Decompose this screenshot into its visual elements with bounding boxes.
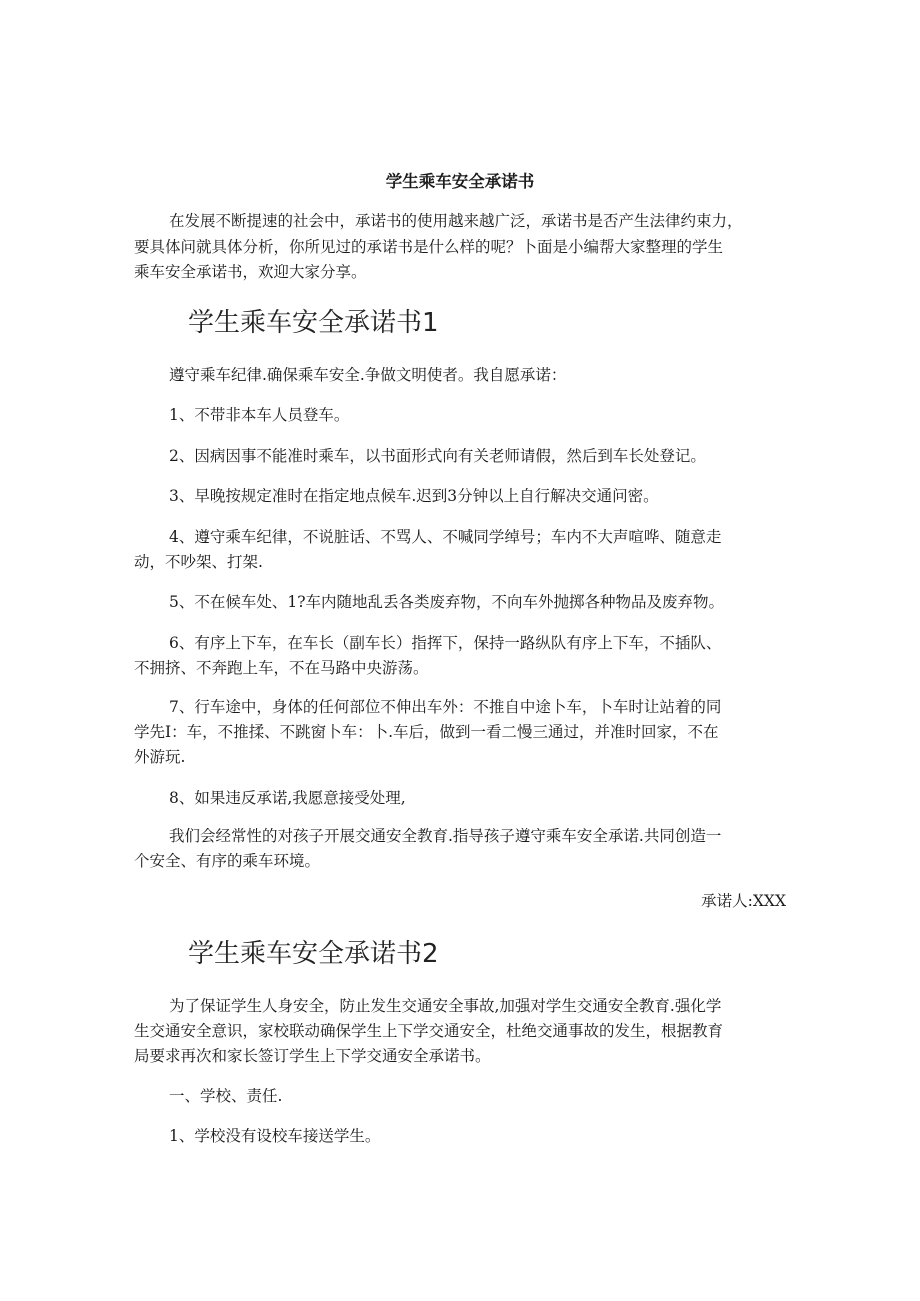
section1-item-4-line-1: 4、遵守乘车纪律，不说脏话、不骂人、不喊同学绰号；车内不大声喧哗、随意走	[169, 528, 722, 546]
section2-item-1: 1、学校没有设校车接送学生。	[169, 1127, 381, 1145]
intro-line-1: 在发展不断提速的社会中，承诺书的使用越来越广泛，承诺书是否产生法律约束力，	[169, 212, 743, 230]
section1-item-4-line-2: 动，不吵架、打架.	[134, 553, 263, 571]
section1-lead: 遵守乘车纪律.确保乘车安全.争做文明使者。我自愿承诺：	[169, 366, 567, 384]
section1-item-2: 2、因病因事不能准时乘车，以书面形式向有关老师请假，然后到车长处登记。	[169, 447, 706, 465]
section1-item-5: 5、不在候车处、1?车内随地乱丢各类废弃物，不向车外抛掷各种物品及废弃物。	[169, 593, 725, 611]
section2-para-line-2: 生交通安全意识，家校联动确保学生上下学交通安全，杜绝交通事故的发生，根据教育	[134, 1022, 724, 1040]
intro-line-3: 乘车安全承诺书，欢迎大家分享。	[134, 263, 367, 281]
section2-subheading-1: 一、学校、责任.	[169, 1087, 283, 1105]
section1-item-8: 8、如果违反承诺,我愿意接受处理,	[169, 789, 406, 807]
section1-closing-line-2: 个安全、有序的乘车环境。	[134, 852, 321, 870]
section2-para-line-1: 为了保证学生人身安全，防止发生交通安全事故,加强对学生交通安全教育.强化学	[169, 997, 722, 1015]
section1-item-6-line-1: 6、有序上下车，在车长（副车长）指挥下，保持一路纵队有序上下车，不插队、	[169, 634, 722, 652]
section1-closing-line-1: 我们会经常性的对孩子开展交通安全教育.指导孩子遵守乘车安全承诺.共同创造一	[169, 827, 722, 845]
intro-line-2: 要具体问就具体分析，你所见过的承诺书是什么样的呢？卜面是小编帮大家整理的学生	[134, 238, 724, 256]
section1-heading: 学生乘车安全承诺书1	[188, 308, 439, 338]
section1-item-6-line-2: 不拥挤、不奔跑上车，不在马路中央游荡。	[134, 659, 429, 677]
document-title: 学生乘车安全承诺书	[385, 172, 535, 191]
signature: 承诺人:XXX	[701, 892, 786, 910]
section2-para-line-3: 局要求再次和家长签订学生上下学交通安全承诺书。	[134, 1047, 491, 1065]
section1-item-7-line-2: 学先I：车，不推揉、不跳窗卜车：卜.车后，做到一看二慢三通过，并准时回家，不在	[134, 723, 719, 741]
section1-item-7-line-1: 7、行车途中，身体的任何部位不伸出车外：不推自中途卜车，卜车时让站着的同	[169, 698, 722, 716]
section1-item-3: 3、早晚按规定准时在指定地点候车.迟到3分钟以上自行解决交通问密。	[169, 487, 659, 505]
section2-heading: 学生乘车安全承诺书2	[188, 939, 439, 969]
section1-item-1: 1、不带非本车人员登车。	[169, 406, 350, 424]
section1-item-7-line-3: 外游玩.	[134, 748, 186, 766]
